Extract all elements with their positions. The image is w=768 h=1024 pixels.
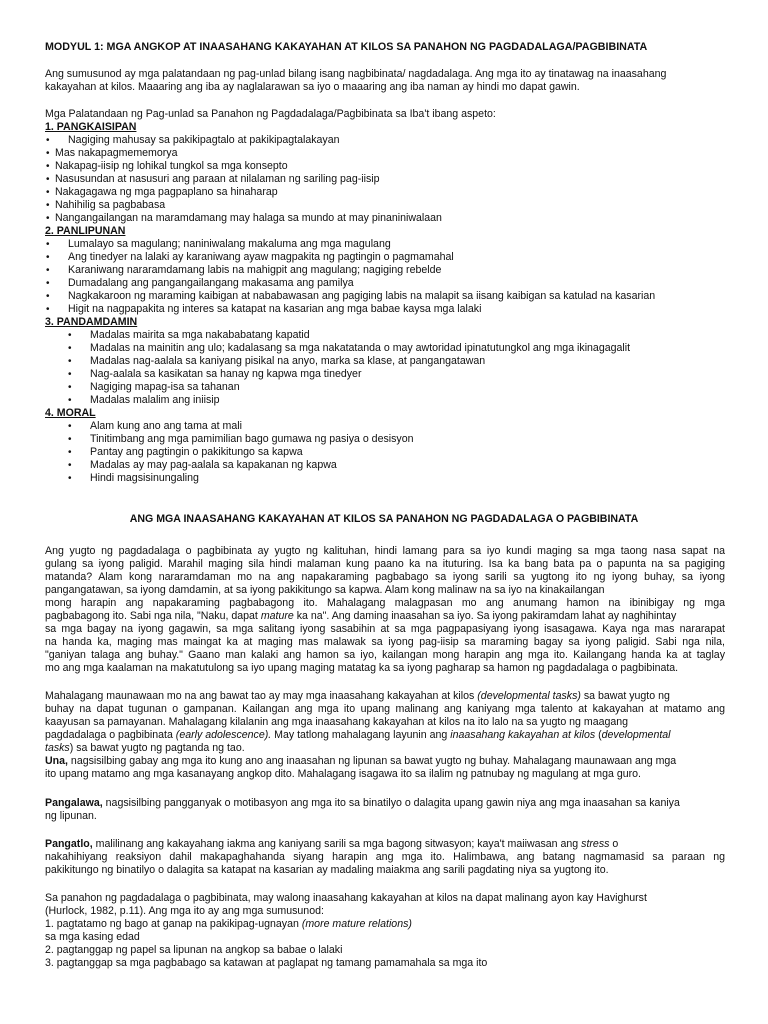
list-item: Pantay ang pagtingin o pakikitungo sa kapwa <box>90 446 303 458</box>
bullet-icon: • <box>68 434 72 445</box>
bullet-icon: • <box>68 473 72 484</box>
para1-italic: mature <box>260 610 294 622</box>
list-item: Nagkakaroon ng maraming kaibigan at nababawasan ang pagiging labis na malapit sa iisang kaibigan sa katulad na kasarian <box>68 290 656 302</box>
para1-line: Ang yugto ng pagdadalaga o pagbibinata ay yugto ng kalituhan, hindi lamang para sa iyo kundi maging sa mga taong nasa sapat na <box>45 545 725 557</box>
para2-italic: tasks <box>45 742 70 754</box>
para1-line: mong harapin ang napakaraming pagbabagong ito. Mahalagang malagpasan mo ang anumang hamon na ibinibigay ng mga <box>45 597 725 609</box>
para4-italic: stress <box>581 838 610 850</box>
para5-line: 3. pagtanggap sa mga pagbabago sa katawan at paglapat ng tamang pamamahala sa mga ito <box>45 957 488 969</box>
list-item: Dumadalang ang pangangailangang makasama ang pamilya <box>68 277 354 289</box>
list-item: Nahihilig sa pagbabasa <box>55 199 166 211</box>
para2-text: sa bawat yugto ng <box>583 690 670 702</box>
para2-text: nagsisilbing gabay ang mga ito kung ano ang inaasahan ng lipunan sa bawat yugto ng buhay. Mahalagang maunawaan ang mga <box>70 755 677 767</box>
list-item: Nagiging mahusay sa pakikipagtalo at pakikipagtalakayan <box>68 134 340 146</box>
para2-italic: inaasahang kakayahan at kilos <box>450 729 596 741</box>
section-heading-panlipunan: 2. PANLIPUNAN <box>45 225 126 237</box>
bullet-icon: • <box>46 278 50 289</box>
list-item: Madalas mairita sa mga nakababatang kapatid <box>90 329 310 341</box>
para4-text: o <box>612 838 619 850</box>
para4-bold: Pangatlo, <box>45 838 93 850</box>
bullet-icon: • <box>68 421 72 432</box>
bullet-icon: • <box>46 304 50 315</box>
para5-line: Sa panahon ng pagdadalaga o pagbibinata, may walong inaasahang kakayahan at kilos na dapat malinang ayon kay Havighurst <box>45 892 647 904</box>
module-title: MODYUL 1: MGA ANGKOP AT INAASAHANG KAKAYAHAN AT KILOS SA PANAHON NG PAGDADALAGA/PAGBIBINATA <box>45 41 648 53</box>
para3-line: ng lipunan. <box>45 810 97 822</box>
para3-line <box>45 797 680 810</box>
para2-line <box>45 755 676 768</box>
bullet-icon: • <box>46 213 50 224</box>
bullet-icon: • <box>68 369 72 380</box>
para2-line: kaayusan sa pamayanan. Mahalagang kilalanin ang mga inaasahang kakayahan at kilos na ito lalo na sa yugto ng maagang <box>45 716 629 728</box>
para1-line: sa mga bagay na iyong gagawin, sa mga salitang iyong sasabihin at sa mga pagpapasiyang iyong isasagawa. Kaya nga mas nararapat <box>45 623 725 635</box>
para2-text: Mahalagang maunawaan mo na ang bawat tao ay may mga inaasahang kakayahan at kilos <box>45 690 475 702</box>
para4-line: nakahihiyang reaksiyon dahil makapaghahanda siyang harapin ang mga ito. Halimbawa, ang batang nagmamasid sa paraan ng <box>45 851 725 863</box>
list-item: Nag-aalala sa kasikatan sa hanay ng kapwa mga tinedyer <box>90 368 362 380</box>
para2-line: buhay na dapat tugunan o gampanan. Kailangan ang mga ito upang malinang ang kaniyang mga talento at kakayahan at matamo ang <box>45 703 725 715</box>
list-item: Mas nakapagmememorya <box>55 147 178 159</box>
list-item: Nakagagawa ng mga pagpaplano sa hinaharap <box>55 186 278 198</box>
bullet-icon: • <box>46 265 50 276</box>
para4-line: pakikitungo ng binatilyo o dalagita sa katapat na kasarian ay madaling maiakma ang sarili pagdating niya sa yugtong ito. <box>45 864 609 876</box>
para1-line: matanda? Alam kong nararamdaman mo na ang napakaraming pagbabago sa iyong sarili sa yugtong ito ng iyong buhay, sa iyong <box>45 571 725 583</box>
list-item: Madalas na mainitin ang ulo; kadalasang sa mga nakatatanda o may awtoridad ipinatutungkol ang mga ikinagagalit <box>90 342 631 354</box>
para2-line <box>45 690 670 703</box>
bullet-icon: • <box>46 187 50 198</box>
bullet-icon: • <box>46 239 50 250</box>
bullet-icon: • <box>68 395 72 406</box>
para2-italic: (developmental tasks) <box>477 690 581 702</box>
intro-line-1: Ang sumusunod ay mga palatandaan ng pag-unlad bilang isang nagbibinata/ nagdadalaga. Ang mga ito ay tinatawag na inaasahang <box>45 68 667 80</box>
bullet-icon: • <box>68 460 72 471</box>
bullet-icon: • <box>46 200 50 211</box>
bullet-icon: • <box>68 356 72 367</box>
list-item: Hindi magsisinungaling <box>90 472 199 484</box>
section-heading-moral: 4. MORAL <box>45 407 96 419</box>
para1-text: pagbabagong ito. Sabi nga nila, "Naku, dapat <box>45 610 258 622</box>
bullet-icon: • <box>68 330 72 341</box>
bullet-icon: • <box>46 148 50 159</box>
para1-text: ka na". Ang daming inaasahan sa iyo. Sa iyong pakiramdam lahat ay naghihintay <box>296 610 677 622</box>
list-item: Lumalayo sa magulang; naniniwalang makaluma ang mga magulang <box>68 238 391 250</box>
bullet-icon: • <box>46 135 50 146</box>
para2-line: ito upang matamo ang mga kasanayang angkop dito. Mahalagang isagawa ito sa ilalim ng patnubay ng magulang at mga guro. <box>45 768 641 780</box>
list-item: Karaniwang nararamdamang labis na mahigpit ang magulang; nagiging rebelde <box>68 264 442 276</box>
para2-line <box>45 742 245 755</box>
para2-line <box>45 729 671 742</box>
section-heading-pangkaisipan: 1. PANGKAISIPAN <box>45 121 137 133</box>
section-heading-pandamdamin: 3. PANDAMDAMIN <box>45 316 138 328</box>
list-item: Nangangailangan na maramdamang may halaga sa mundo at may pinaniniwalaan <box>55 212 442 224</box>
list-item: Madalas malalim ang iniisip <box>90 394 220 406</box>
para2-text: pagdadalaga o pagbibinata <box>45 729 173 741</box>
para1-line <box>45 610 676 623</box>
bullet-icon: • <box>68 447 72 458</box>
bullet-icon: • <box>68 382 72 393</box>
para1-line: gulang sa iyong paligid. Marahil maging sila hindi malaman kung paano ka na ituturing. Isa ka bang bata pa o papunta na sa pagiging <box>45 558 725 570</box>
list-item: Tinitimbang ang mga pamimilian bago gumawa ng pasiya o desisyon <box>90 433 414 445</box>
bullet-icon: • <box>46 161 50 172</box>
list-item: Nagiging mapag-isa sa tahanan <box>90 381 240 393</box>
para4-line <box>45 838 618 851</box>
para1-line: na handa ka, maging mas maingat ka at maging mas malawak sa iyong pag-iisip sa maraming bagay sa iyong paligid. Sabi nga nila, <box>45 636 725 648</box>
para1-line: pangangatawan, sa iyong damdamin, at sa iyong pakikitungo sa kapwa. Alam kong malinaw na sa iyo na kinakailangan <box>45 584 605 596</box>
para1-line: mo ang mga kaalaman na makatutulong sa iyo upang maging matatag ka sa iyong pagharap sa hamon ng pagdadalaga o pagbibinata. <box>45 662 679 674</box>
para4-text: malilinang ang kakayahang iakma ang kaniyang sarili sa mga bagong sitwasyon; kaya't maiiwasan ang <box>95 838 579 850</box>
para5-line: (Hurlock, 1982, p.11). Ang mga ito ay ang mga sumusunod: <box>45 905 324 917</box>
list-item: Madalas ay may pag-aalala sa kapakanan ng kapwa <box>90 459 337 471</box>
bullet-icon: • <box>46 291 50 302</box>
list-item: Higit na nagpapakita ng interes sa katapat na kasarian ang mga babae kaysa mga lalaki <box>68 303 482 315</box>
para2-bold: Una, <box>45 755 68 767</box>
section-subtitle: ANG MGA INAASAHANG KAKAYAHAN AT KILOS SA PANAHON NG PAGDADALAGA O PAGBIBINATA <box>129 513 639 525</box>
para3-bold: Pangalawa, <box>45 797 103 809</box>
para5-text: 1. pagtatamo ng bago at ganap na pakikipag-ugnayan <box>45 918 299 930</box>
para1-line: "ganiyan talaga ang buhay." Gaano man kalaki ang hamon sa iyo, kailangan mong harapin ang mga ito. Kailangang handa ka at taglay <box>45 649 725 661</box>
para5-line: 2. pagtanggap ng papel sa lipunan na angkop sa babae o lalaki <box>45 944 343 956</box>
para5-line <box>45 918 412 931</box>
para2-italic: (early adolescence). <box>175 729 272 741</box>
bullet-icon: • <box>68 343 72 354</box>
list-item: Alam kung ano ang tama at mali <box>90 420 242 432</box>
para3-text: nagsisilbing pangganyak o motibasyon ang mga ito sa binatilyo o dalagita upang gawin niya ang mga inaasahan sa kaniya <box>105 797 680 809</box>
para2-text: ) sa bawat yugto ng pagtanda ng tao. <box>69 742 245 754</box>
list-item: Ang tinedyer na lalaki ay karaniwang ayaw magpakita ng pagtingin o pagmamahal <box>68 251 454 263</box>
para2-text: ( <box>598 729 602 741</box>
bullet-icon: • <box>46 252 50 263</box>
list-item: Nakapag-iisip ng lohikal tungkol sa mga konsepto <box>55 160 288 172</box>
bullet-icon: • <box>46 174 50 185</box>
list-item: Madalas nag-aalala sa kaniyang pisikal na anyo, marka sa klase, at pangangatawan <box>90 355 486 367</box>
list-item: Nasusundan at nasusuri ang paraan at nilalaman ng sariling pag-iisip <box>55 173 380 185</box>
para5-italic: (more mature relations) <box>301 918 412 930</box>
para2-italic: developmental <box>601 729 671 741</box>
para2-text: May tatlong mahalagang layunin ang <box>274 729 448 741</box>
para5-line: sa mga kasing edad <box>45 931 140 943</box>
palatandaan-heading: Mga Palatandaan ng Pag-unlad sa Panahon ng Pagdadalaga/Pagbibinata sa Iba't ibang aspeto: <box>45 108 496 120</box>
intro-line-2: kakayahan at kilos. Maaaring ang iba ay naglalarawan sa iyo o maaaring ang iba naman ay hindi mo dapat gawin. <box>45 81 580 93</box>
